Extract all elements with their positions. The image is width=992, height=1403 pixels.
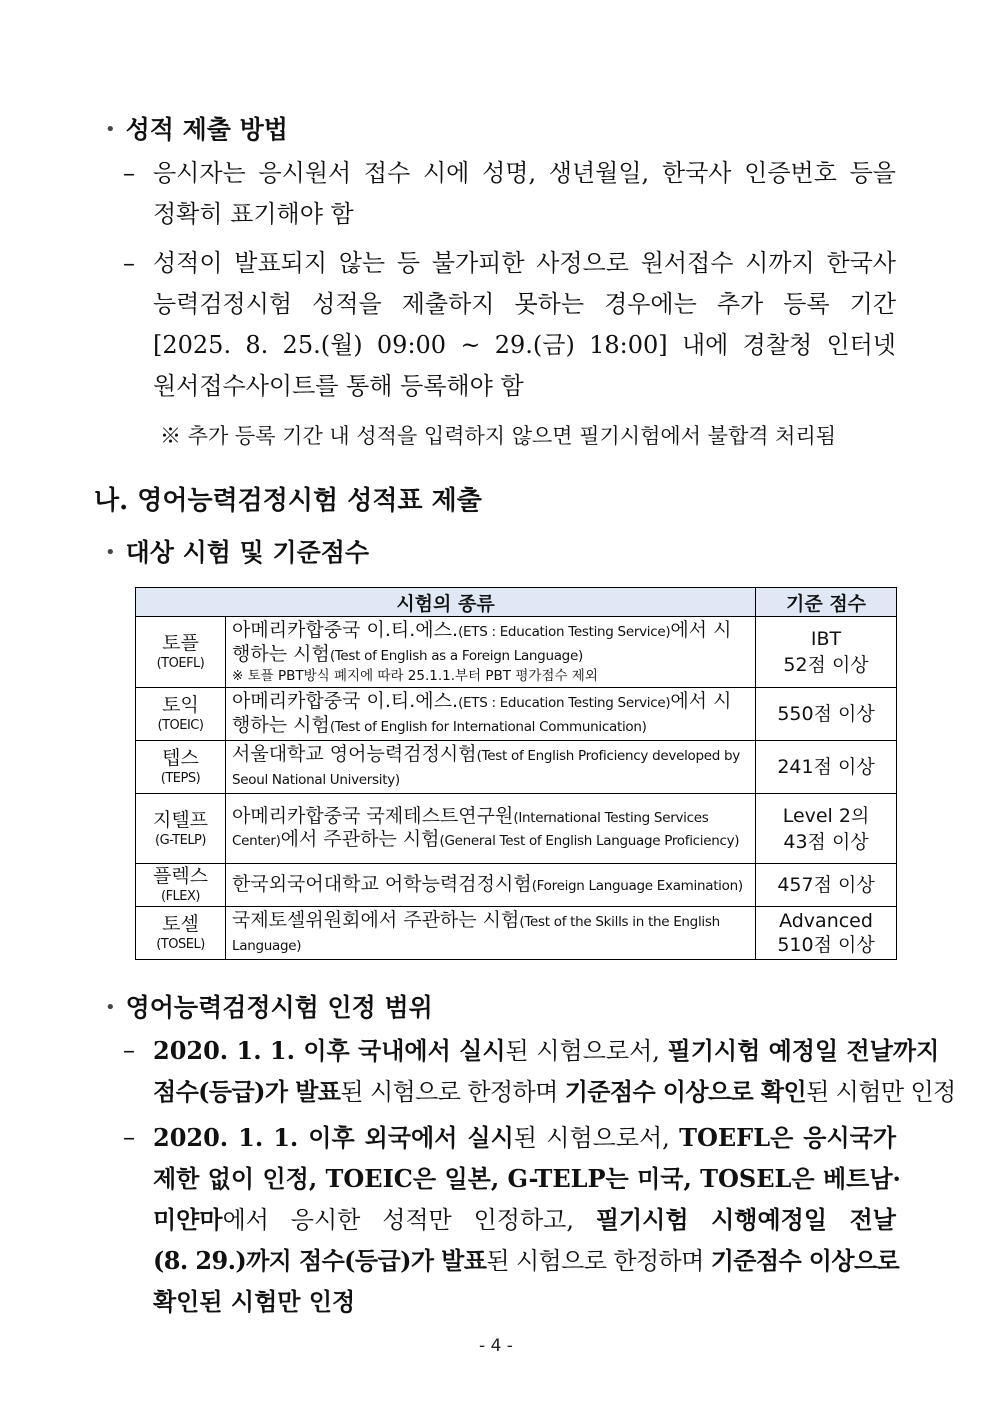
exam-description: 한국외국어대학교 어학능력검정시험(Foreign Language Examination) — [226, 864, 756, 907]
table-row — [136, 741, 897, 794]
table-header-row — [136, 588, 897, 617]
table-row — [136, 688, 897, 741]
exam-score: Advanced 510점 이상 — [756, 907, 897, 960]
table-row — [136, 794, 897, 864]
recognition-item-domestic: – 2020. 1. 1. 이후 국내에서 실시된 시험으로서, 필기시험 예정일 전날까지 점수(등급)가 발표된 시험으로 한정하며 기준점수 이상으로 확인된 시험만 인정 — [153, 1030, 896, 1112]
exam-name: 텝스 (TEPS) — [136, 741, 226, 794]
exam-name: 토익 (TOEIC) — [136, 688, 226, 741]
page-number: - 4 - — [479, 1336, 513, 1356]
table-row — [136, 864, 897, 907]
dash-mark-icon: – — [123, 159, 135, 187]
section-heading-score-submission: • 성적 제출 방법 — [105, 115, 288, 144]
exam-description: 국제토셀위원회에서 주관하는 시험(Test of the Skills in the English Language) — [226, 907, 756, 960]
exam-score: 241점 이상 — [756, 741, 897, 794]
exam-score: IBT 52점 이상 — [756, 617, 897, 688]
section-title-english-test: 나. 영어능력검정시험 성적표 제출 — [94, 486, 482, 516]
header-standard-score: 기준 점수 — [756, 588, 897, 617]
header-exam-type: 시험의 종류 — [136, 588, 756, 617]
exam-table — [135, 587, 897, 960]
exam-description: 아메리카합중국 이.티.에스.(ETS : Education Testing Service)에서 시행하는 시험(Test of English as a Foreign Language) ※ 토플 PBT방식 폐지에 따라 25.1.1.부터 PBT 평가점수 제외 — [226, 617, 756, 688]
exam-score: 457점 이상 — [756, 864, 897, 907]
exam-name: 토셀 (TOSEL) — [136, 907, 226, 960]
exam-description: 서울대학교 영어능력검정시험(Test of English Proficiency developed by Seoul National University) — [226, 741, 756, 794]
exam-name: 지텔프 (G-TELP) — [136, 794, 226, 864]
table-row — [136, 617, 897, 688]
bullet-dot-icon: • — [105, 119, 116, 140]
dash-item-2: – 성적이 발표되지 않는 등 불가피한 사정으로 원서접수 시까지 한국사 능력검정시험 성적을 제출하지 못하는 경우에는 추가 등록 기간 [2025. 8. 25.(월) 09:00 ~ 29.(금) 18:00] 내에 경찰청 인터넷 원서접수사이트를 통해 등록해야 함 — [153, 243, 896, 407]
table-row — [136, 907, 897, 960]
bullet-dot-icon: • — [105, 542, 116, 563]
exam-score: Level 2의 43점 이상 — [756, 794, 897, 864]
dash-mark-icon: – — [123, 1036, 135, 1064]
exam-score: 550점 이상 — [756, 688, 897, 741]
exam-name: 플렉스 (FLEX) — [136, 864, 226, 907]
note-additional-registration: ※ 추가 등록 기간 내 성적을 입력하지 않으면 필기시험에서 불합격 처리됨 — [160, 424, 837, 448]
sub-heading-target-tests: • 대상 시험 및 기준점수 — [105, 538, 370, 567]
bullet-dot-icon: • — [105, 997, 116, 1018]
section-heading-recognition-scope: • 영어능력검정시험 인정 범위 — [105, 993, 433, 1022]
recognition-item-overseas: – 2020. 1. 1. 이후 외국에서 실시된 시험으로서, TOEFL은 응시국가 제한 없이 인정, TOEIC은 일본, G-TELP는 미국, TOSEL은 베트남· 미얀마에서 응시한 성적만 인정하고, 필기시험 시행예정일 전날 (8. 29.)까지 점수(등급)가 발표된 시험으로 한정하며 기준점수 이상으로 확인된 시험만 인정 — [153, 1117, 896, 1322]
dash-item-1: – 응시자는 응시원서 접수 시에 성명, 생년월일, 한국사 인증번호 등을 정확히 표기해야 함 — [153, 153, 896, 235]
exam-memo: ※ 토플 PBT방식 폐지에 따라 25.1.1.부터 PBT 평가점수 제외 — [232, 668, 598, 684]
exam-name: 토플 (TOEFL) — [136, 617, 226, 688]
dash-mark-icon: – — [123, 249, 135, 277]
dash-mark-icon: – — [123, 1123, 135, 1151]
exam-description: 아메리카합중국 국제테스트연구원(International Testing Services Center)에서 주관하는 시험(General Test of English Language Proficiency) — [226, 794, 756, 864]
exam-description: 아메리카합중국 이.티.에스.(ETS : Education Testing Service)에서 시행하는 시험(Test of English for International Communication) — [226, 688, 756, 741]
